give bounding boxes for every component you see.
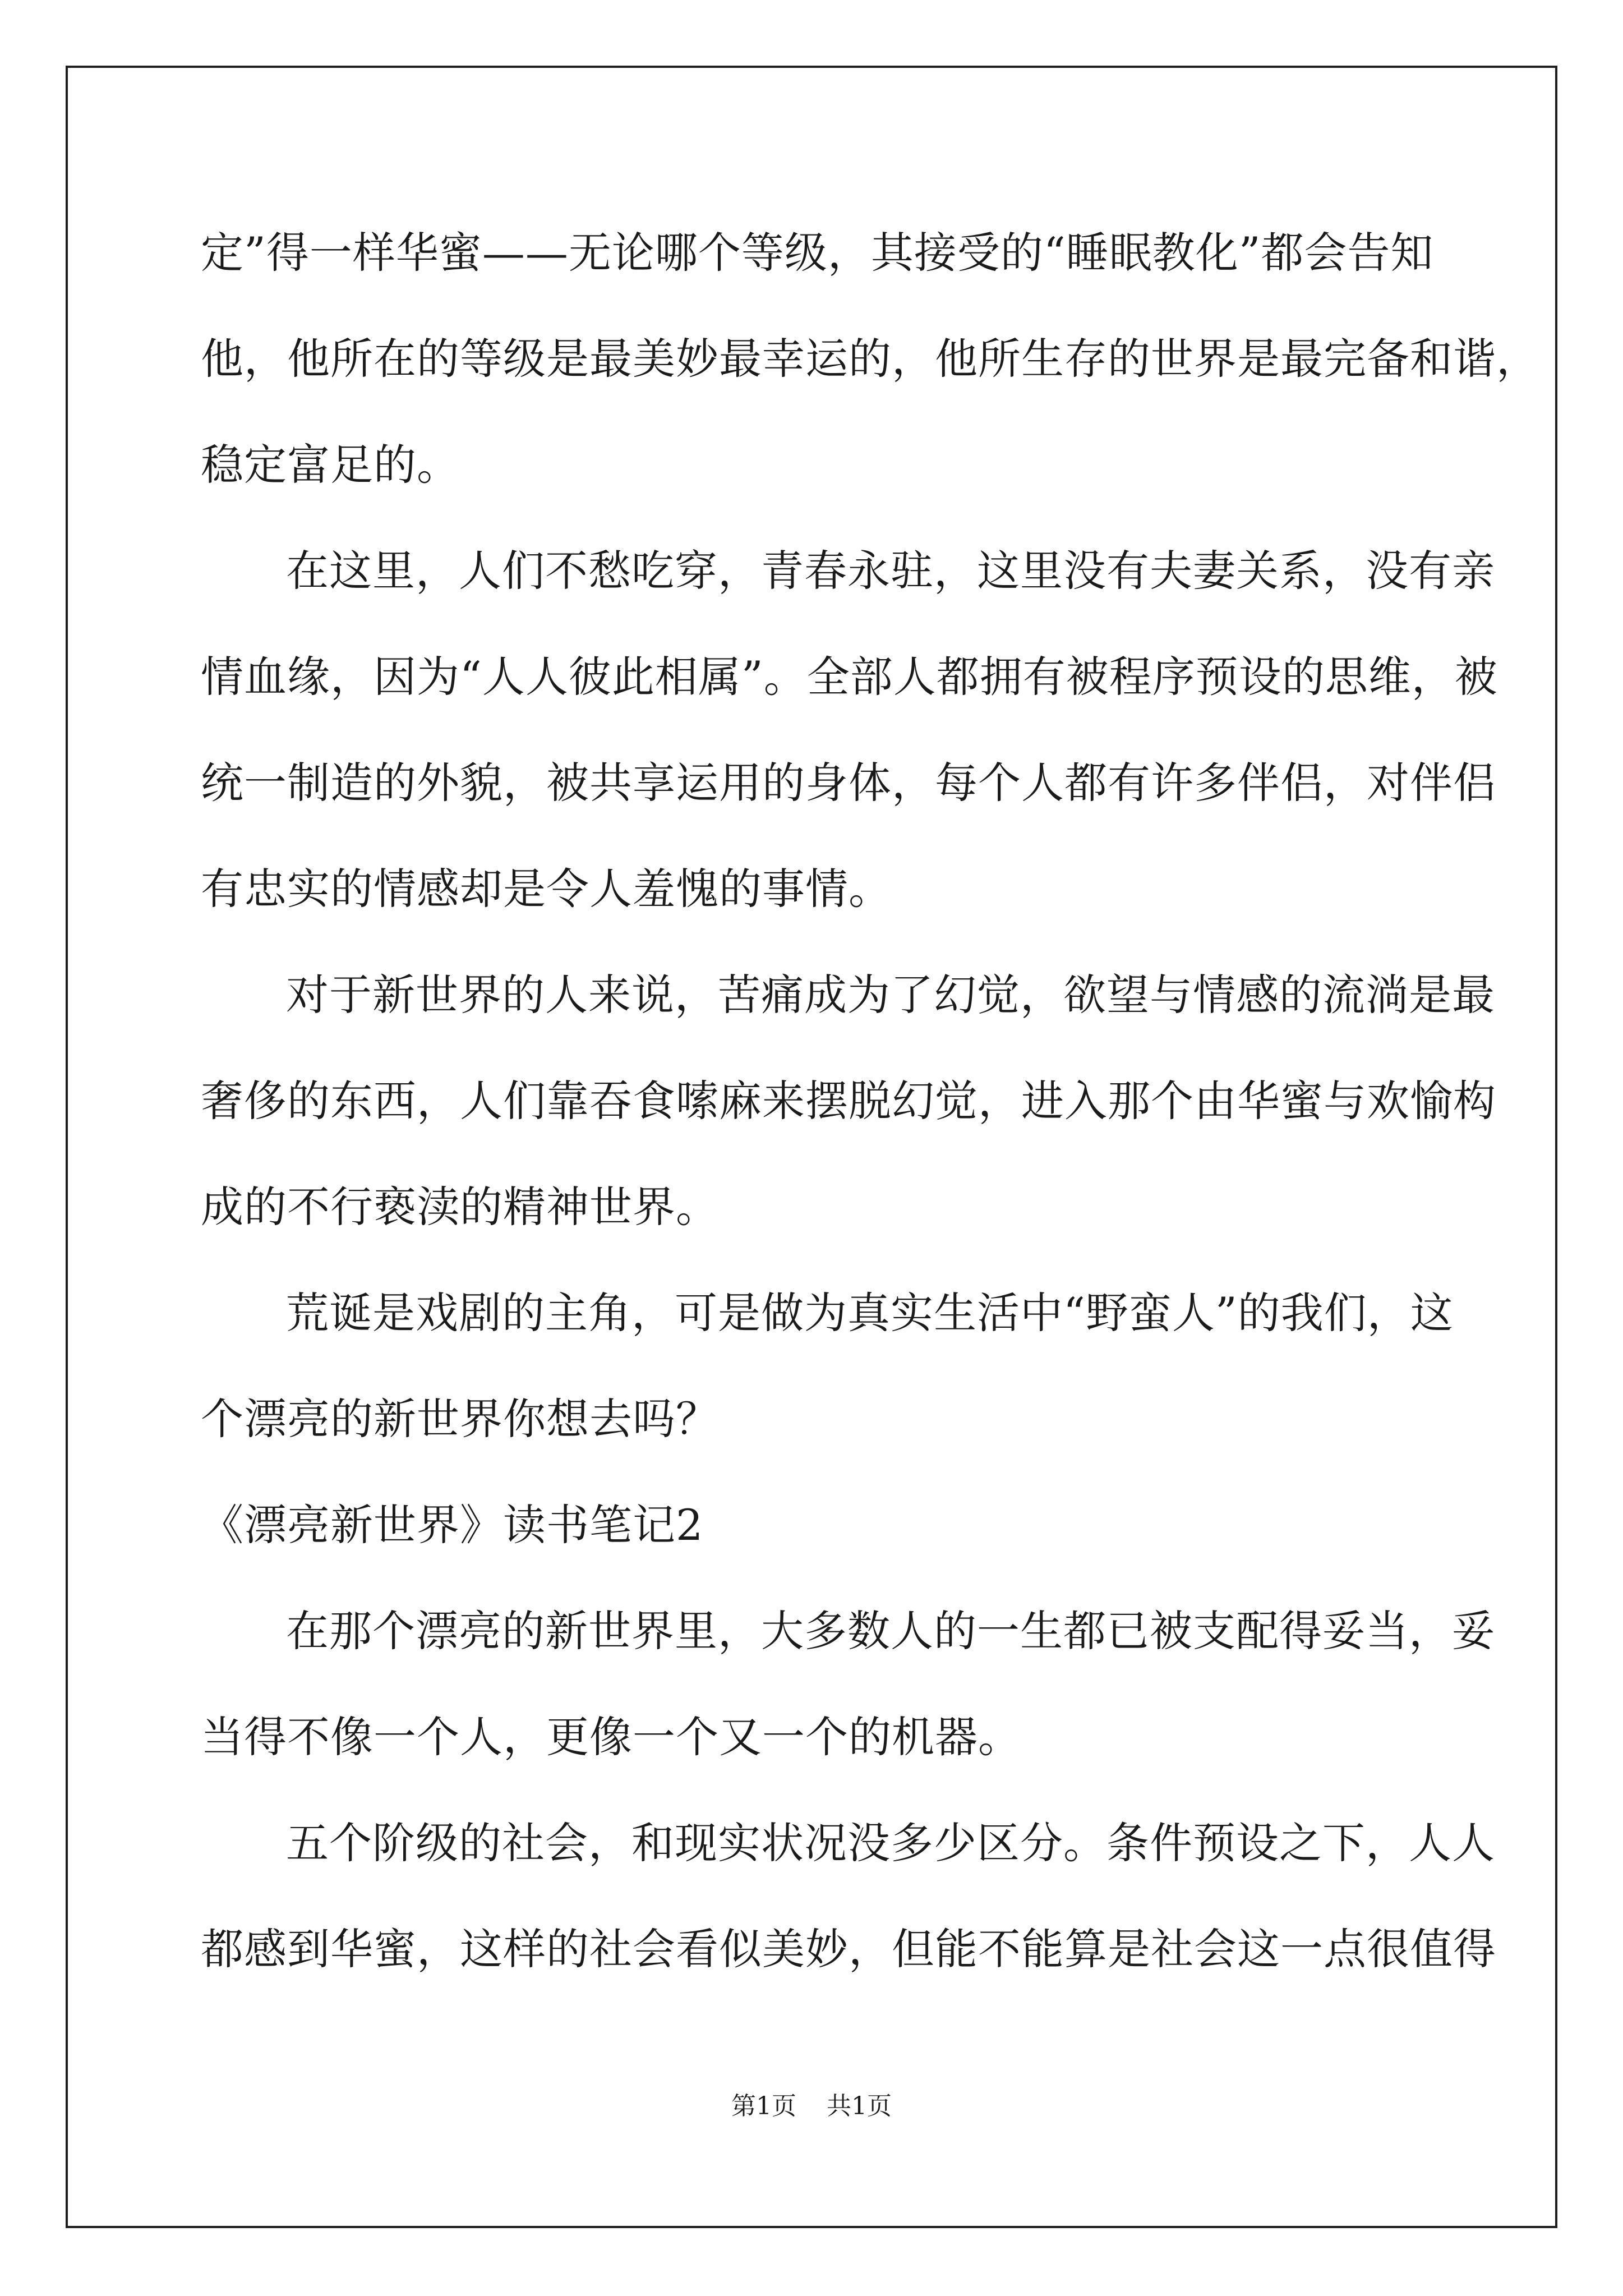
document-body [201, 200, 1539, 2002]
text-line: 奢侈的东西，人们靠吞食嗦麻来摆脱幻觉，进入那个由华蜜与欢愉构 [201, 1076, 1496, 1126]
text-line: 定”得一样华蜜——无论哪个等级，其接受的“睡眠教化”都会告知 [201, 228, 1434, 278]
text-line: 统一制造的外貌，被共享运用的身体，每个人都有许多伴侣，对伴侣 [201, 758, 1496, 808]
text-line: 荒诞是戏剧的主角，可是做为真实生活中“野蛮人”的我们，这 [286, 1288, 1454, 1338]
text-line: 情血缘，因为“人人彼此相属”。全部人都拥有被程序预设的思维，被 [201, 652, 1498, 702]
section-heading: 《漂亮新世界》读书笔记2 [201, 1500, 704, 1550]
text-line: 当得不像一个人，更像一个又一个的机器。 [201, 1712, 1021, 1762]
text-line: 稳定富足的。 [201, 440, 460, 490]
page-total: 共1页 [827, 2092, 892, 2120]
page-footer [0, 2090, 1623, 2123]
text-line: 个漂亮的新世界你想去吗？ [201, 1394, 719, 1444]
text-line: 都感到华蜜，这样的社会看似美妙，但能不能算是社会这一点很值得 [201, 1924, 1496, 1974]
page-number: 第1页 [731, 2092, 796, 2120]
text-line: 在那个漂亮的新世界里，大多数人的一生都已被支配得妥当，妥 [286, 1606, 1495, 1656]
text-line: 成的不行亵渎的精神世界。 [201, 1182, 719, 1232]
text-line: 五个阶级的社会，和现实状况没多少区分。条件预设之下，人人 [286, 1818, 1495, 1868]
text-line: 有忠实的情感却是令人羞愧的事情。 [201, 864, 892, 914]
text-line: 对于新世界的人来说，苦痛成为了幻觉，欲望与情感的流淌是最 [286, 970, 1495, 1020]
text-line: 在这里，人们不愁吃穿，青春永驻，这里没有夫妻关系，没有亲 [286, 546, 1495, 596]
text-line: 他，他所在的等级是最美妙最幸运的，他所生存的世界是最完备和谐， [201, 334, 1539, 384]
